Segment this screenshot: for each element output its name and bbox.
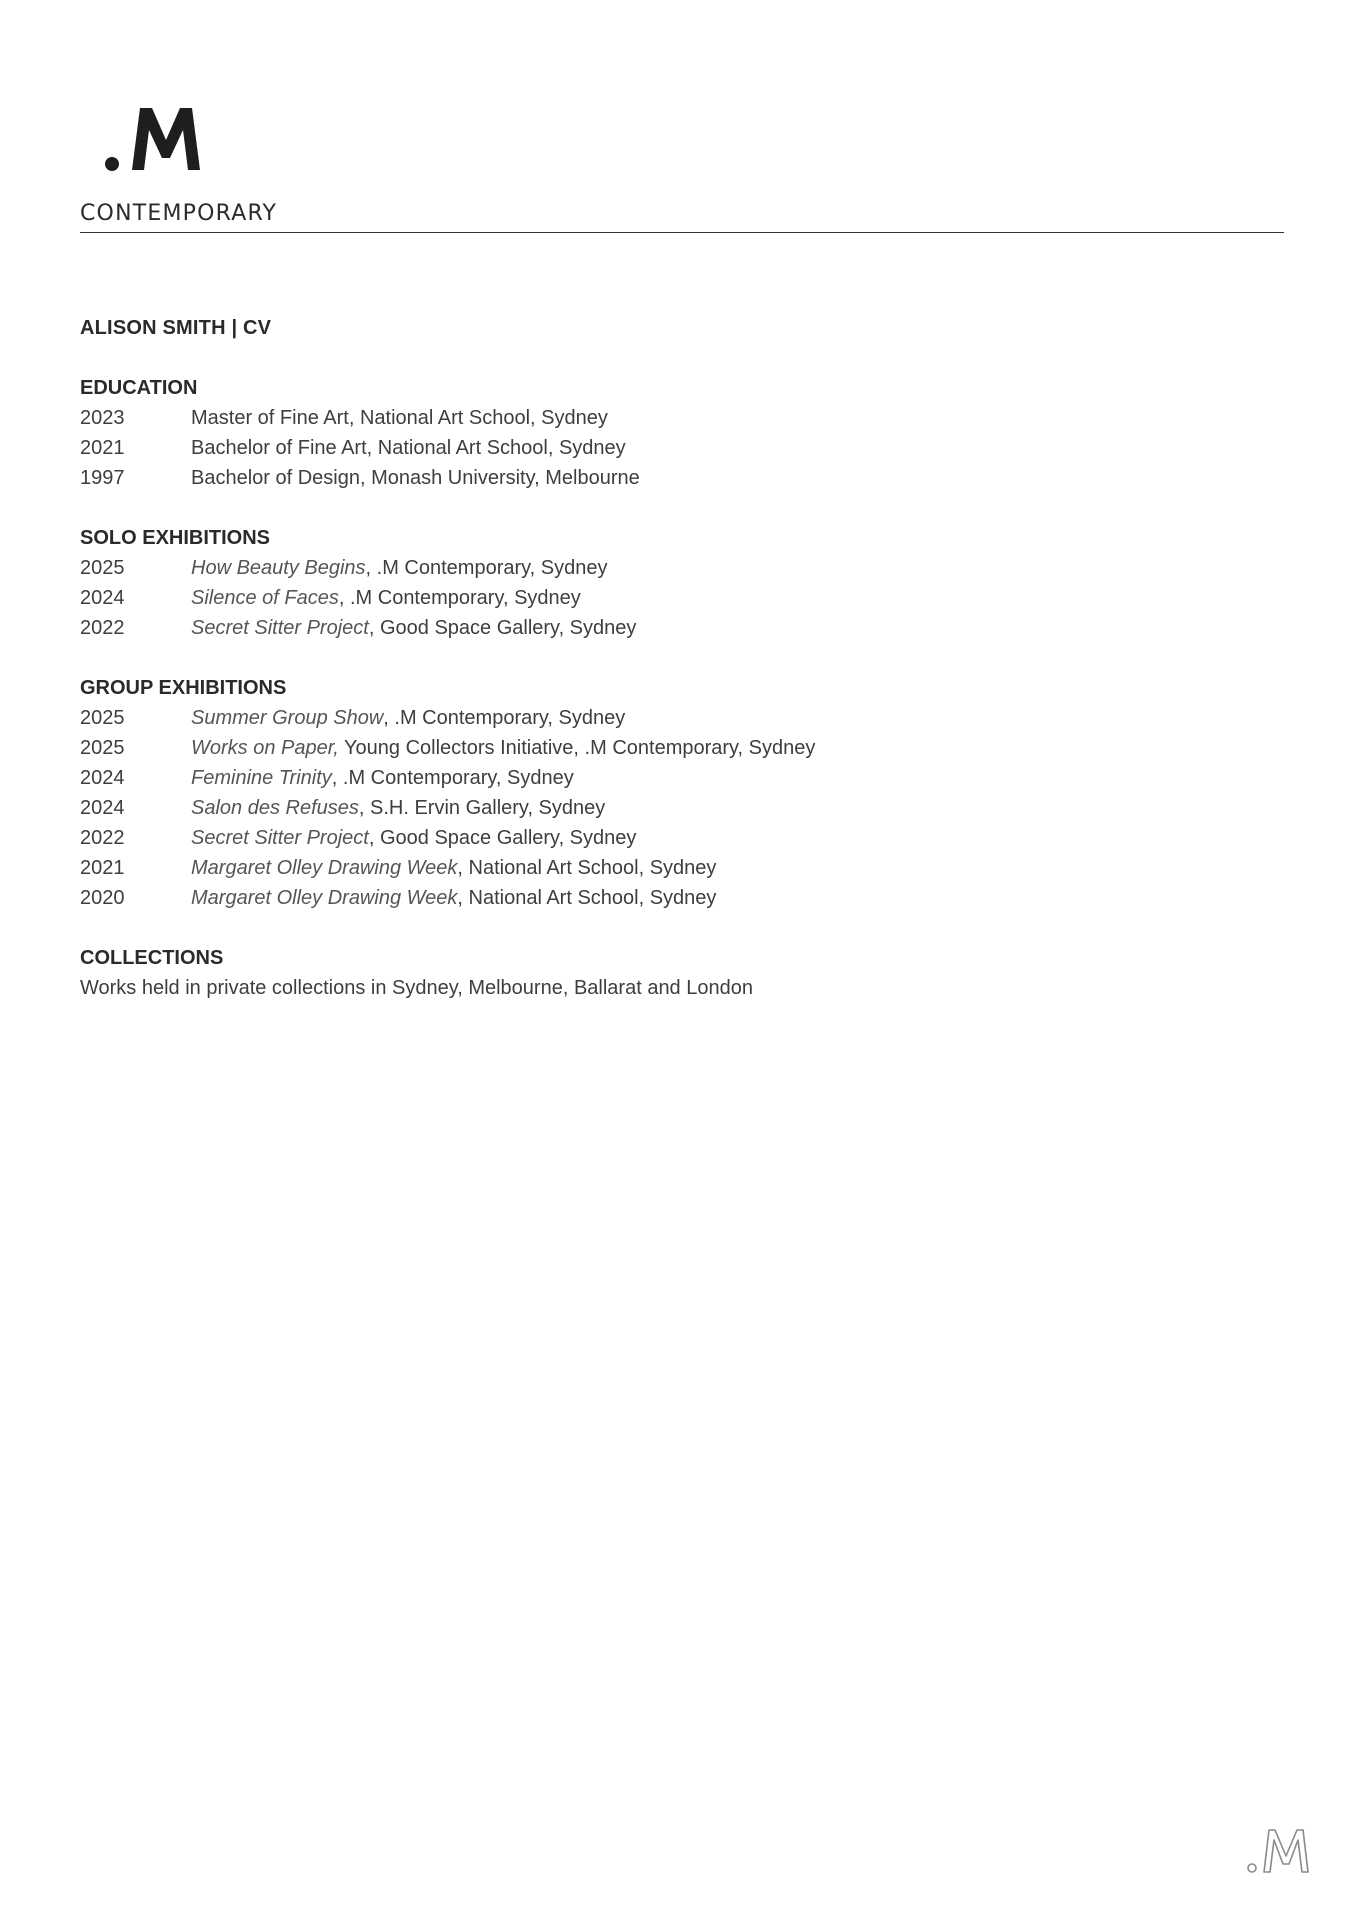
entry-year: 2021: [80, 437, 125, 459]
work-title: Secret Sitter Project: [191, 617, 369, 639]
work-title: Silence of Faces: [191, 587, 339, 609]
list-item: [80, 853, 1280, 883]
work-title: Summer Group Show: [191, 707, 384, 729]
education-section: [80, 373, 1280, 493]
footer-m-logo-icon: [1246, 1826, 1318, 1876]
work-title: Feminine Trinity: [191, 767, 332, 789]
entry-venue: , .M Contemporary, Sydney: [365, 557, 608, 579]
entry-year: 2022: [80, 617, 125, 639]
work-title: Salon des Refuses: [191, 797, 359, 819]
entry-text: Bachelor of Design, Monash University, Melbourne: [191, 467, 640, 489]
entry-year: 1997: [80, 467, 125, 489]
collections-section: [80, 943, 1280, 1003]
m-logo-icon: [104, 100, 224, 178]
list-item: [80, 823, 1280, 853]
header-divider: [80, 232, 1284, 233]
entry-year: 2020: [80, 887, 125, 909]
list-item: [80, 553, 1280, 583]
entry-venue: , National Art School, Sydney: [457, 857, 717, 879]
list-item: [80, 613, 1280, 643]
entry-text: Master of Fine Art, National Art School, Sydney: [191, 407, 608, 429]
list-item: [80, 703, 1280, 733]
work-title: Margaret Olley Drawing Week: [191, 887, 458, 909]
list-item: [80, 733, 1280, 763]
list-item: [80, 763, 1280, 793]
entry-venue: , Good Space Gallery, Sydney: [368, 617, 637, 639]
section-heading: GROUP EXHIBITIONS: [80, 677, 287, 699]
entry-year: 2025: [80, 737, 125, 759]
list-item: [80, 403, 1280, 433]
entry-year: 2022: [80, 827, 125, 849]
list-item: [80, 583, 1280, 613]
work-title: Works on Paper,: [191, 737, 339, 759]
gallery-logo: [80, 100, 280, 230]
solo-exhibitions-section: [80, 523, 1280, 643]
list-item: [80, 793, 1280, 823]
entry-text: Bachelor of Fine Art, National Art School, Sydney: [191, 437, 626, 459]
group-exhibitions-section: [80, 673, 1280, 913]
cv-content: [80, 313, 1280, 1033]
entry-year: 2025: [80, 557, 125, 579]
logo-wordmark: CONTEMPORARY: [80, 201, 278, 226]
entry-venue: , .M Contemporary, Sydney: [331, 767, 574, 789]
work-title: Secret Sitter Project: [191, 827, 369, 849]
work-title: How Beauty Begins: [191, 557, 366, 579]
entry-year: 2023: [80, 407, 125, 429]
section-heading: SOLO EXHIBITIONS: [80, 527, 271, 549]
list-item: [80, 433, 1280, 463]
entry-year: 2021: [80, 857, 125, 879]
list-item: [80, 463, 1280, 493]
entry-year: 2024: [80, 587, 125, 609]
section-heading: EDUCATION: [80, 377, 198, 399]
entry-venue: , Good Space Gallery, Sydney: [368, 827, 637, 849]
collections-text: Works held in private collections in Sydney, Melbourne, Ballarat and London: [80, 977, 753, 999]
entry-venue: Young Collectors Initiative, .M Contemporary, Sydney: [338, 737, 816, 759]
entry-venue: , .M Contemporary, Sydney: [338, 587, 581, 609]
entry-venue: , S.H. Ervin Gallery, Sydney: [358, 797, 606, 819]
list-item: [80, 883, 1280, 913]
section-heading: COLLECTIONS: [80, 947, 224, 969]
entry-year: 2025: [80, 707, 125, 729]
entry-year: 2024: [80, 797, 125, 819]
work-title: Margaret Olley Drawing Week: [191, 857, 458, 879]
cv-title: ALISON SMITH | CV: [80, 317, 272, 339]
entry-venue: , National Art School, Sydney: [457, 887, 717, 909]
entry-year: 2024: [80, 767, 125, 789]
entry-venue: , .M Contemporary, Sydney: [383, 707, 626, 729]
